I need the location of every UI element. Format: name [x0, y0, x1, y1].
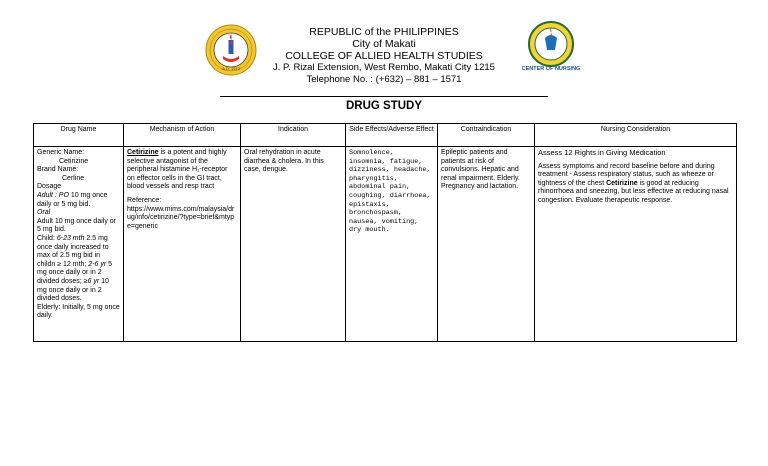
col-header-nursing: Nursing Consideration — [535, 124, 737, 147]
mechanism-description: is a potent and highly selective antagonist of the peripheral histamine H₁-receptor on effector cells in the GI tract, blood vessels and resp tract — [127, 149, 228, 191]
letterhead-city: City of Makati — [352, 38, 416, 50]
child-age-1: 6-23 mth — [56, 234, 85, 242]
table-header-row — [34, 124, 737, 147]
child-age-2: 2-6 yr — [88, 260, 107, 268]
oral-adult-dose: Adult 10 mg once daily or 5 mg bid. — [37, 217, 116, 234]
child-dose — [37, 235, 120, 304]
drug-study-table — [33, 123, 737, 342]
child-dose-3: 10 mg once daily or in 2 divided doses. — [37, 277, 109, 303]
child-age-3: ≥6 yr — [83, 277, 100, 285]
contraindication-cell: Epileptic patients and patients at risk of convulsions. Hepatic and renal impairment. Elderly. Pregnancy and lactation. — [438, 147, 535, 342]
brand-name: Cerline — [62, 174, 85, 182]
page-title: DRUG STUDY — [345, 100, 423, 112]
nursing-paragraph — [538, 163, 733, 206]
table-row — [34, 147, 737, 342]
letterhead-address: J. P. Rizal Extension, West Rembo, Makati City 1215 — [273, 62, 495, 73]
svg-text:A.D. 1972: A.D. 1972 — [222, 66, 240, 71]
brand-name-label: Brand Name: — [37, 166, 79, 174]
reference-link[interactable]: https://www.mims.com/malaysia/drug/info/cetirizine/?type=brief&mtype=generic — [127, 205, 235, 230]
mechanism-cell — [124, 147, 241, 342]
header-divider — [220, 96, 548, 97]
child-dose-2: 5 mg once daily or in 2 divided doses; — [37, 260, 113, 285]
reference-label: Reference: — [127, 196, 162, 204]
letterhead — [0, 26, 768, 86]
indication-cell: Oral rehydration in acute diarrhea & cholera. In this case, dengue. — [241, 147, 346, 342]
letterhead-college: COLLEGE OF ALLIED HEALTH STUDIES — [285, 50, 483, 62]
col-header-contraindication: Contraindication — [438, 124, 535, 147]
nursing-line-1: Assess 12 Rights in Giving Medication — [538, 148, 666, 157]
mechanism-drug: Cetirizine — [127, 149, 159, 156]
nursing-cell — [535, 147, 737, 342]
letterhead-republic: REPUBLIC of the PHILIPPINES — [309, 26, 459, 38]
letterhead-telephone: Telephone No. : (+632) – 881 – 1571 — [306, 74, 462, 85]
col-header-indication: Indication — [241, 124, 346, 147]
col-header-drug-name: Drug Name — [34, 124, 124, 147]
dosage-label: Dosage — [37, 183, 62, 191]
mechanism-text — [127, 149, 237, 192]
col-header-mechanism: Mechanism of Action — [124, 124, 241, 147]
nursing-drug: Cetirizine — [604, 179, 638, 187]
elderly-dose: Elderly: Initially, 5 mg once daily. — [37, 303, 120, 320]
oral-label: Oral — [37, 209, 51, 217]
col-header-side-effects: Side Effects/Adverse Effect — [346, 124, 438, 147]
drug-name-cell — [34, 147, 124, 342]
adult-po-label: Adult : PO — [37, 191, 69, 199]
adult-po-dose — [37, 192, 120, 209]
generic-name-label: Generic Name: — [37, 149, 85, 156]
nursing-text-2: is good at reducing rhinorrhoea and sneezing, but less effective at reducing nasal congestion. Evaluate therapeutic response. — [538, 179, 729, 204]
child-dose-1: 2.5 mg once daily increased to max of 2.5 mg bid in childn ≥ 12 mth; — [37, 234, 109, 268]
generic-name: Cetirizine — [59, 157, 89, 165]
adult-po-text: 10 mg once daily or 5 mg bid. — [37, 191, 108, 208]
nursing-text-1: Assess symptoms and record baseline before and during treatment - Assess respiratory status, such as wheeze or tightness of the chest — [538, 162, 715, 187]
side-effects-cell: Somnolence, insomnia, fatigue, dizziness, headache, pharyngitis, abdominal pain, coughing, diarrhoea, epistaxis, bronchospasm, nausea, vomiting, dry mouth. — [346, 147, 438, 342]
center-of-nursing-caption: CENTER OF NURSING — [521, 66, 581, 72]
child-prefix: Child: — [37, 234, 57, 242]
